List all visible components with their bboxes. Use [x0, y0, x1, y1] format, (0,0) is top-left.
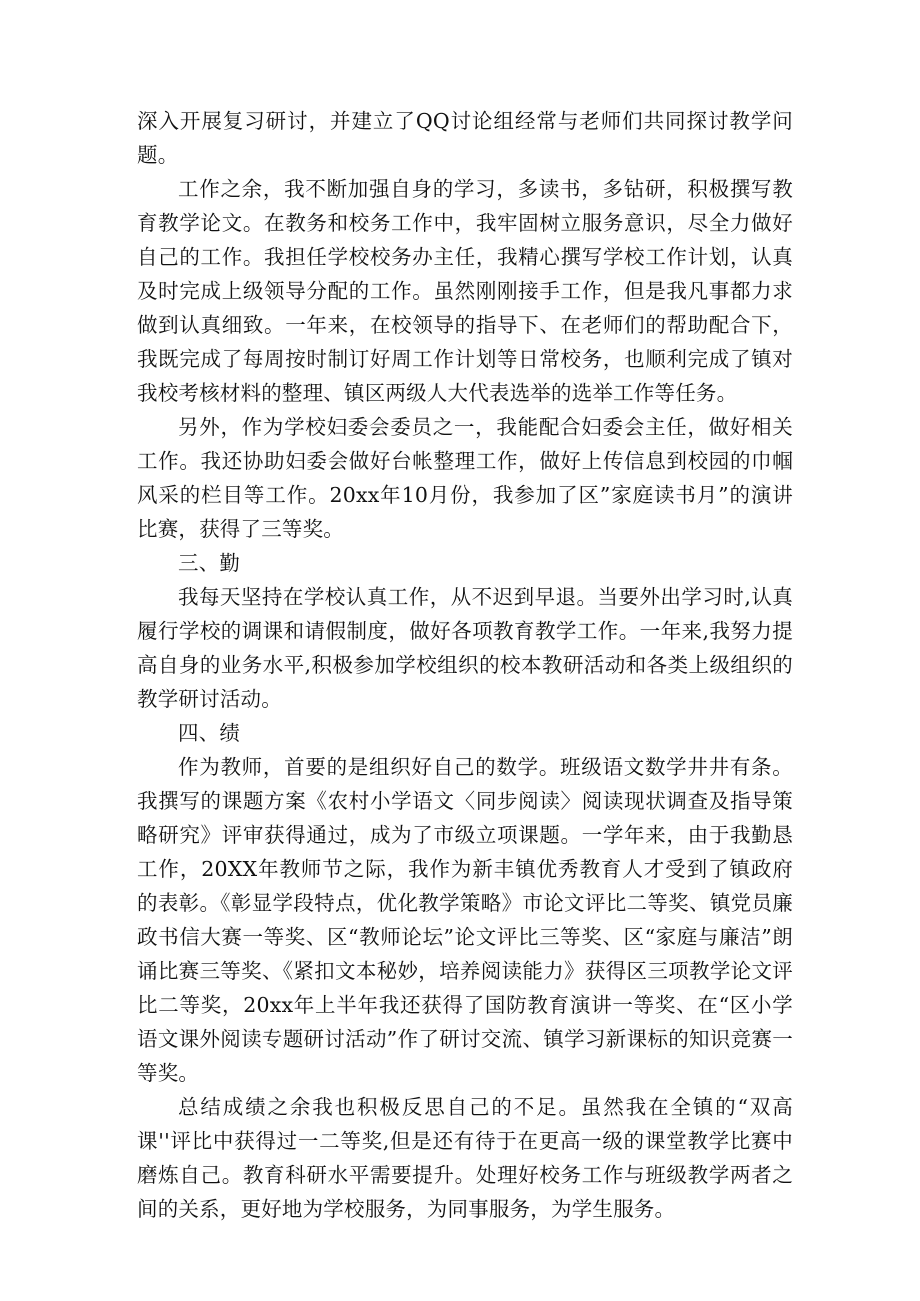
paragraph-4: 我每天坚持在学校认真工作，从不迟到早退。当要外出学习时,认真履行学校的调课和请假制度，做好各项教育教学工作。一年来,我努力提高自身的业务水平,积极参加学校组织的校本教研活动和各类上级组织的教学研讨活动。	[137, 585, 793, 711]
paragraph-5: 作为教师，首要的是组织好自己的数学。班级语文数学井井有条。我撰写的课题方案《农村小学语文〈同步阅读〉阅读现状调查及指导策略研究》评审获得通过，成为了市级立项课题。一学年来，由于我勤恳工作，20XX年教师节之际，我作为新丰镇优秀教育人才受到了镇政府的表彰。《彰显学段特点，优化教学策略》市论文评比二等奖、镇党员廉政书信大赛一等奖、区“教师论坛”论文评比三等奖、区“家庭与廉洁”朗诵比赛三等奖、《紧扣文本秘妙，培养阅读能力》获得区三项教学论文评比二等奖，20xx年上半年我还获得了国防教育演讲一等奖、在“区小学语文课外阅读专题研讨活动”作了研讨交流、镇学习新课标的知识竞赛一等奖。	[137, 755, 793, 1085]
paragraph-6: 总结成绩之余我也积极反思自己的不足。虽然我在全镇的“双高课''评比中获得过一二等奖,但是还有待于在更高一级的课堂教学比赛中磨炼自己。教育科研水平需要提升。处理好校务工作与班级教学两者之间的关系，更好地为学校服务，为同事服务，为学生服务。	[137, 1095, 793, 1221]
paragraph-1: 深入开展复习研讨，并建立了QQ讨论组经常与老师们共同探讨教学问题。	[137, 109, 793, 167]
section-heading-diligence: 三、勤	[178, 551, 241, 575]
paragraph-3: 另外，作为学校妇委会委员之一，我能配合妇委会主任，做好相关工作。我还协助妇委会做好台帐整理工作，做好上传信息到校园的巾帼风采的栏目等工作。20xx年10月份，我参加了区”家庭读书月”的演讲比赛，获得了三等奖。	[137, 415, 793, 541]
paragraph-2: 工作之余，我不断加强自身的学习，多读书，多钻研，积极撰写教育教学论文。在教务和校务工作中，我牢固树立服务意识，尽全力做好自己的工作。我担任学校校务办主任，我精心撰写学校工作计划，认真及时完成上级领导分配的工作。虽然刚刚接手工作，但是我凡事都力求做到认真细致。一年来，在校领导的指导下、在老师们的帮助配合下，我既完成了每周按时制订好周工作计划等日常校务，也顺利完成了镇对我校考核材料的整理、镇区两级人大代表选举的选举工作等任务。	[137, 177, 793, 405]
document-page	[137, 104, 793, 1226]
section-heading-achievements: 四、绩	[178, 721, 241, 745]
